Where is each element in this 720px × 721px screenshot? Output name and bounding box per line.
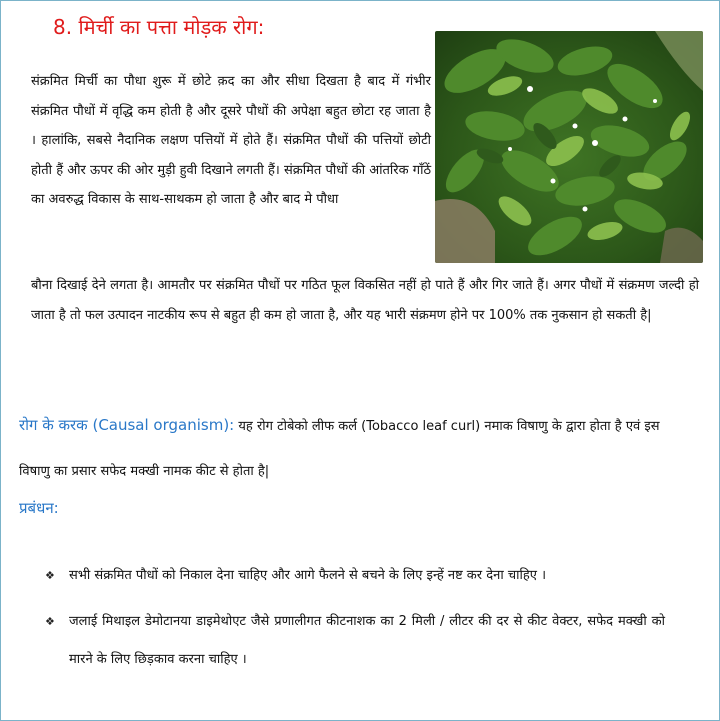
list-item-text: जलाई मिथाइल डेमोटानया डाइमेथोएट जैसे प्रणालीगत कीटनाशक का 2 मिली / लीटर की दर से कीट वेक्टर, सफेद मक्खी को मारने के लिए छिड़काव करना चाहिए । — [69, 614, 665, 667]
list-item-text: सभी संक्रमित पौधों को निकाल देना चाहिए और आगे फैलने से बचने के लिए इन्हें नष्ट कर देना चाहिए । — [69, 568, 546, 583]
causal-organism-text: यह रोग टोबेको लीफ कर्ल (Tobacco leaf curl) नमाक विषाणु के द्वारा होता है एवं इस विषाणु का प्रसार सफेद मक्खी नामक कीट से होता है| — [19, 419, 660, 479]
causal-organism-paragraph — [19, 403, 683, 494]
section-title: 8. मिर्ची का पत्ता मोड़क रोग: — [53, 15, 265, 39]
diamond-bullet-icon: ❖ — [45, 569, 55, 582]
diamond-bullet-icon: ❖ — [45, 615, 55, 628]
causal-organism-label: रोग के करक (Causal organism): — [19, 416, 235, 434]
list-item — [45, 603, 665, 679]
chili-plant-image — [435, 31, 703, 263]
continued-paragraph: बौना दिखाई देने लगता है। आमतौर पर संक्रमित पौधों पर गठित फूल विकसित नहीं हो पाते हैं और गिर जाते हैं। अगर पौधों में संक्रमण जल्दी हो जाता है तो फल उत्पादन नाटकीय रूप से बहुत ही कम हो जाता है, और यह भारी संक्रमण होने पर 100% तक नुकसान हो सकती है| — [31, 278, 699, 323]
management-heading: प्रबंधन: — [19, 499, 59, 517]
intro-paragraph: संक्रमित मिर्ची का पौधा शुरू में छोटे क़द का और सीधा दिखता है बाद में गंभीर संक्रमित पौधों में वृद्धि कम होती है और दूसरे पौधों की अपेक्षा बहुत छोटा रह जाता है । हालांकि, सबसे नैदानिक लक्षण पत्तियों में होते हैं। संक्रमित पौधों की पत्तियों छोटी होती हैं और ऊपर की ओर मुड़ी हुवी दिखाने लगती हैं। संक्रमित पौधों की आंतरिक गाँठें का अवरुद्ध विकास के साथ-साथकम हो जाता है और बाद मे पौधा — [31, 74, 431, 207]
chili-plant-photo — [435, 31, 703, 263]
management-list — [45, 557, 665, 679]
list-item — [45, 557, 665, 595]
